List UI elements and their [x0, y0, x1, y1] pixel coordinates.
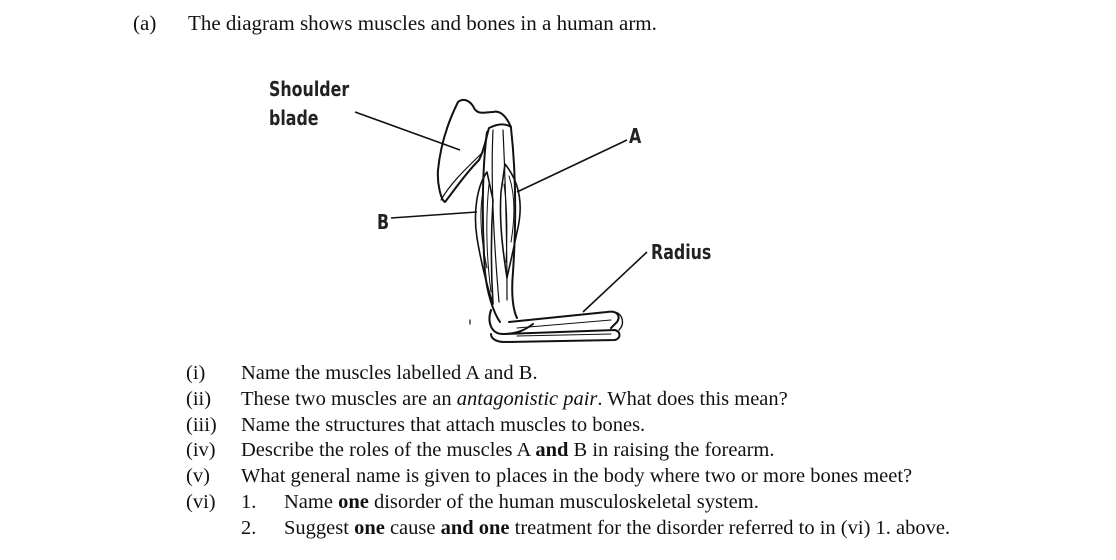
label-b: B	[377, 210, 390, 234]
forearm-radius	[509, 312, 619, 328]
part-number: (iv)	[186, 439, 216, 462]
label-a-leader	[517, 140, 627, 192]
part-text: Name the muscles labelled A and B.	[241, 362, 538, 384]
part-number: (iii)	[186, 413, 217, 436]
label-shoulder-text: Shoulder	[269, 77, 350, 101]
question-intro: The diagram shows muscles and bones in a human arm.	[188, 11, 657, 35]
question-number: (a)	[133, 11, 157, 35]
subpart-number: 1.	[241, 490, 257, 513]
part-text: Name one disorder of the human musculoskeletal system.	[284, 490, 759, 513]
label-radius: Radius	[651, 240, 712, 264]
label-blade-text: blade	[269, 106, 319, 130]
part-number: (ii)	[186, 387, 212, 410]
radius-leader	[583, 252, 647, 312]
humerus	[483, 128, 517, 322]
part-text: These two muscles are an antagonistic pair. What does this mean?	[241, 387, 788, 410]
part-number: (vi)	[186, 490, 216, 513]
subpart-number: 2.	[241, 516, 257, 539]
part-text: Describe the roles of the muscles A and B in raising the forearm.	[241, 439, 775, 462]
part-text: What general name is given to places in the body where two or more bones meet?	[241, 465, 913, 488]
part-text: Suggest one cause and one treatment for the disorder referred to in (vi) 1. above.	[284, 516, 951, 539]
shoulder-blade-leader	[355, 112, 460, 150]
forearm-ulna	[491, 330, 620, 342]
label-a: A	[629, 124, 642, 148]
part-number: (v)	[186, 465, 210, 488]
label-shoulder-blade	[269, 75, 349, 133]
part-number: (i)	[186, 362, 206, 384]
label-b-leader	[391, 212, 477, 218]
shoulder-blade	[438, 100, 511, 202]
part-text: Name the structures that attach muscles to bones.	[241, 413, 646, 436]
arm-diagram	[255, 72, 735, 352]
